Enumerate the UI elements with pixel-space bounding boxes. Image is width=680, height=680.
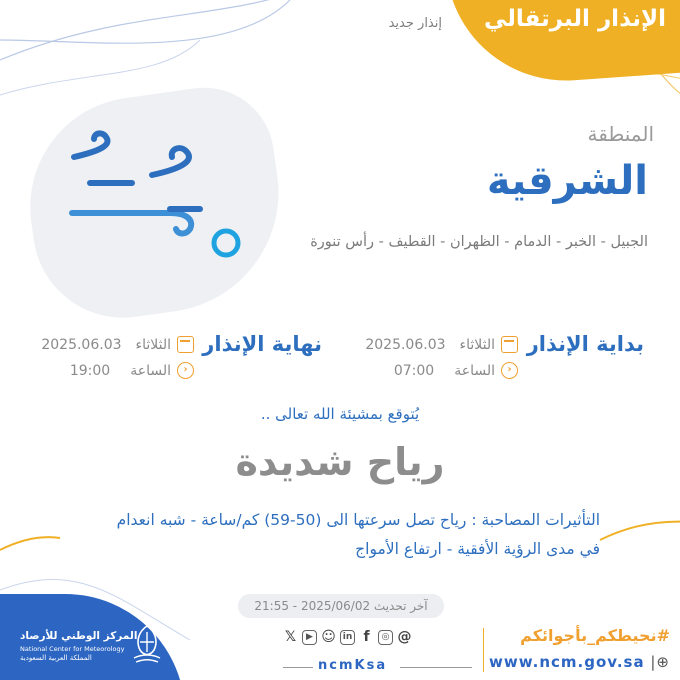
- handle-divider-left: [283, 667, 313, 668]
- website-url[interactable]: www.ncm.gov.sa: [489, 653, 645, 671]
- region-cities: الجبيل - الخبر - الدمام - الظهران - القطيف - رأس تنورة: [310, 234, 648, 250]
- wind-icon: [60, 125, 260, 265]
- warning-end-time: 19:00: [69, 362, 111, 379]
- linkedin-icon[interactable]: in: [340, 630, 355, 645]
- clock-icon: ‹: [177, 362, 194, 379]
- warning-end-time-label: الساعة: [130, 362, 171, 379]
- forecast-effects: التأثيرات المصاحبة : رياح تصل سرعتها الى (50-59) كم/ساعة - شبه انعدام في مدى الرؤية الأفقية - ارتفاع الأمواج: [116, 511, 600, 558]
- region-label: المنطقة: [587, 122, 654, 146]
- warning-start-day: الثلاثاء: [459, 336, 495, 353]
- forecast-headline: رياح شديدة: [235, 440, 445, 484]
- warning-start-date-row: [365, 336, 518, 353]
- social-handle[interactable]: ncmKsa: [318, 658, 388, 673]
- warning-start-title: بداية الإنذار: [526, 332, 644, 356]
- youtube-icon[interactable]: ▶: [302, 630, 317, 645]
- country-name-ar: المملكة العربية السعودية: [20, 654, 92, 662]
- region-name: الشرقية: [486, 158, 648, 204]
- forecast-intro: يُتوقع بمشيئة الله تعالى ..: [260, 405, 420, 423]
- warning-start-time-row: [394, 362, 518, 379]
- instagram-icon[interactable]: ◎: [378, 630, 393, 645]
- website-link[interactable]: [489, 653, 670, 671]
- calendar-icon: [501, 336, 518, 353]
- hashtag[interactable]: #نحيطكم_بأجوائكم: [520, 626, 670, 645]
- globe-icon: |⊕: [644, 653, 670, 671]
- warning-start-date: 2025.06.03: [365, 336, 446, 353]
- warning-end-title: نهاية الإنذار: [202, 332, 322, 356]
- last-update: آخر تحديث 2025/06/02 - 21:55: [238, 594, 444, 618]
- warning-end-time-row: [70, 362, 194, 379]
- org-name-ar: المركز الوطني للأرصاد: [20, 630, 138, 642]
- org-name-en: National Center for Meteorology: [20, 645, 125, 653]
- facebook-icon[interactable]: f: [363, 629, 370, 645]
- calendar-icon: [177, 336, 194, 353]
- warning-end-day: الثلاثاء: [135, 336, 171, 353]
- clock-icon: ‹: [501, 362, 518, 379]
- x-icon[interactable]: 𝕏: [284, 629, 297, 645]
- ncm-emblem-icon: [128, 622, 166, 666]
- handle-divider-right: [400, 667, 472, 668]
- footer-separator: [483, 628, 484, 672]
- warning-end-date-row: [41, 336, 194, 353]
- warning-level-title: الإنذار البرتقالي: [483, 6, 666, 32]
- warning-end-date: 2025.06.03: [41, 336, 122, 353]
- warning-start-time: 07:00: [393, 362, 435, 379]
- snapchat-icon[interactable]: ☺: [321, 629, 336, 645]
- social-icons: [283, 630, 412, 645]
- threads-icon[interactable]: @: [397, 629, 412, 645]
- warning-start-time-label: الساعة: [454, 362, 495, 379]
- new-alert-label: إنذار جديد: [388, 16, 442, 31]
